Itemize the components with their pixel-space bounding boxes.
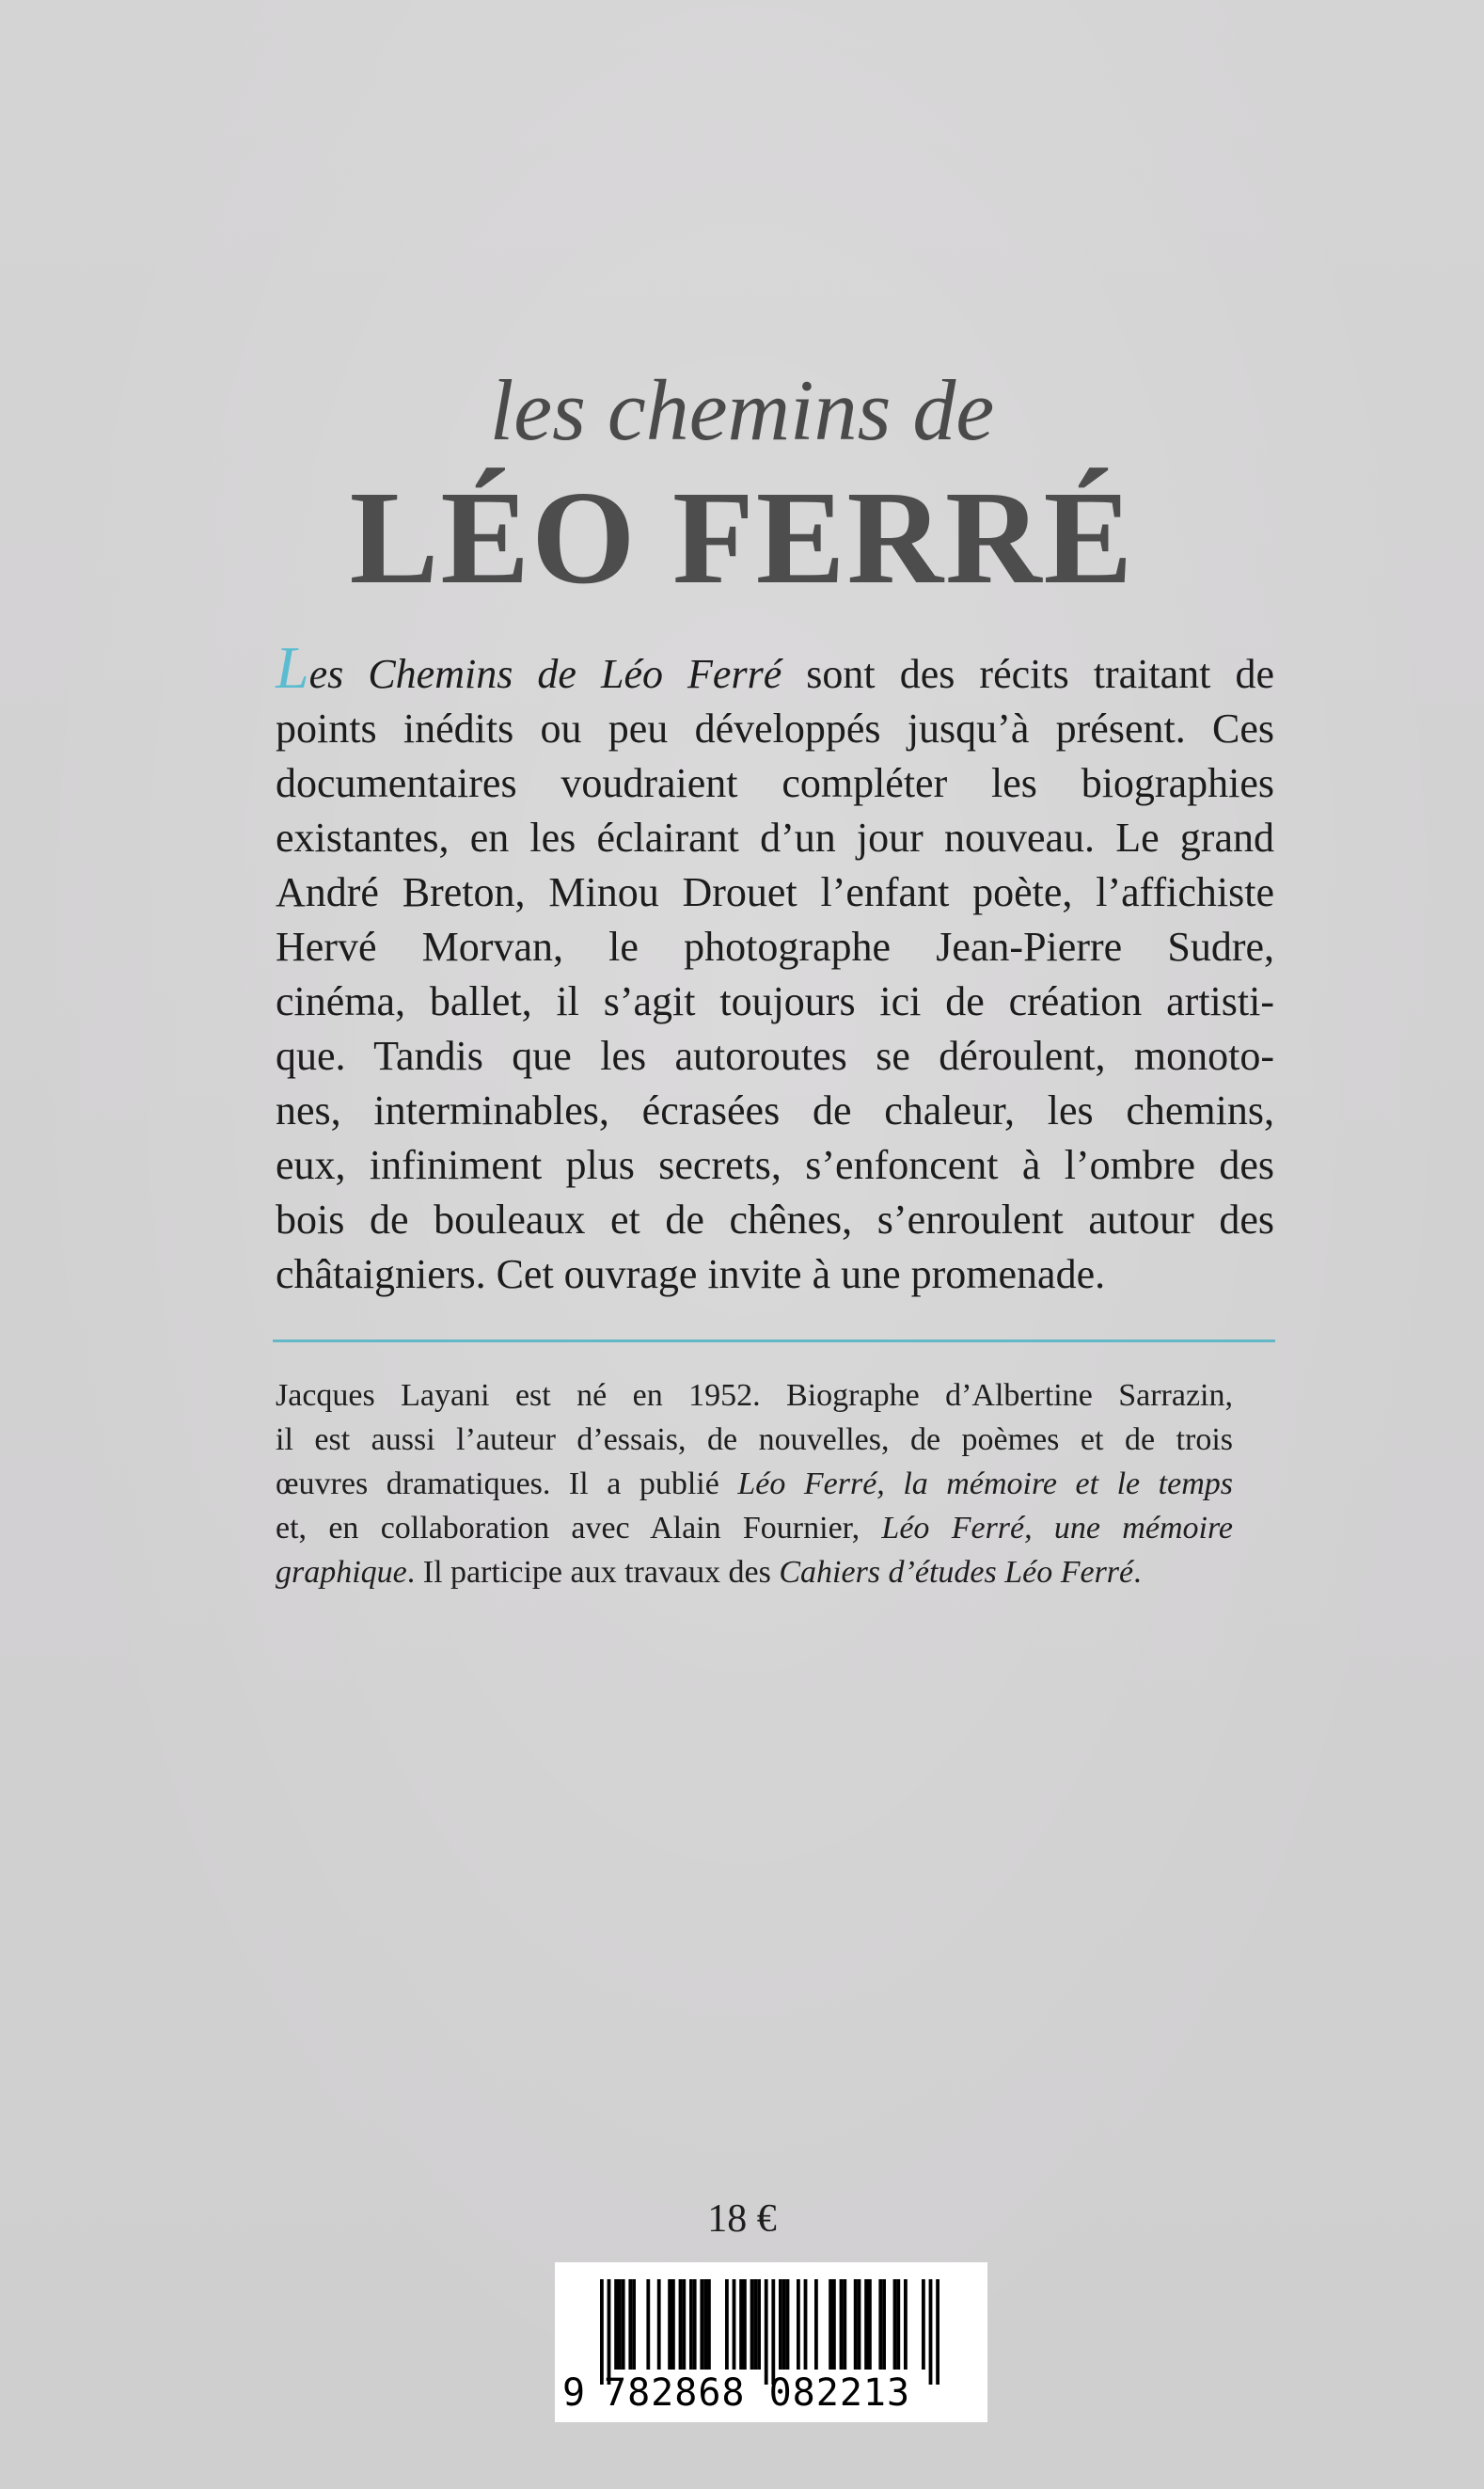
text-run: il est aussi l’auteur d’essais, de nouvelles, de poèmes et de trois xyxy=(276,1422,1233,1457)
divider-rule xyxy=(273,1340,1275,1342)
barcode-bar xyxy=(679,2279,683,2370)
barcode-bar xyxy=(797,2279,800,2370)
text-run: eux, infiniment plus secrets, s’enfoncent à l’ombre des xyxy=(276,1142,1274,1188)
blurb-line xyxy=(276,1247,1274,1302)
barcode-digits: 782868 082213 xyxy=(604,2371,911,2415)
barcode xyxy=(555,2262,987,2422)
text-run: et, en collaboration avec Alain Fournier, xyxy=(276,1511,882,1546)
bio-line xyxy=(276,1462,1233,1506)
barcode-bar xyxy=(904,2279,908,2370)
text-run: documentaires voudraient compléter les biographies xyxy=(276,760,1274,806)
barcode-bar xyxy=(614,2279,618,2370)
barcode-bar xyxy=(858,2279,861,2370)
barcode-guard-bar xyxy=(608,2279,611,2385)
barcode-bar xyxy=(896,2279,900,2370)
barcode-guard-bar xyxy=(600,2279,604,2385)
barcode-bar xyxy=(618,2279,622,2370)
blurb-line xyxy=(276,702,1274,756)
title-kicker: les chemins de xyxy=(489,362,995,458)
barcode-first-digit: 9 xyxy=(562,2371,586,2415)
barcode-bar xyxy=(782,2279,786,2370)
barcode-guard-bar xyxy=(771,2279,775,2385)
blurb-line xyxy=(276,811,1274,865)
barcode-bar xyxy=(671,2279,675,2370)
text-run: points inédits ou peu développés jusqu’à présent. Ces xyxy=(276,705,1274,752)
text-run: que. Tandis que les autoroutes se déroulent, monoto- xyxy=(276,1033,1274,1079)
barcode-bar xyxy=(725,2279,729,2370)
barcode-bar xyxy=(878,2279,882,2370)
barcode-guard-bar xyxy=(765,2279,768,2385)
text-run: bois de bouleaux et de chênes, s’enroulent autour des xyxy=(276,1197,1274,1243)
barcode-guard-bar xyxy=(929,2279,933,2385)
barcode-guard-bar xyxy=(936,2279,939,2385)
text-run: châtaigniers. Cet ouvrage invite à une promenade. xyxy=(276,1251,1106,1297)
barcode-bar xyxy=(668,2279,671,2370)
blurb-line xyxy=(276,975,1274,1029)
barcode-bar xyxy=(689,2279,693,2370)
barcode-bar xyxy=(753,2279,757,2370)
barcode-bar xyxy=(893,2279,897,2370)
barcode-bar xyxy=(786,2279,790,2370)
text-run: Hervé Morvan, le photographe Jean-Pierre Sudre, xyxy=(276,924,1274,970)
barcode-bar xyxy=(829,2279,832,2370)
barcode-bar xyxy=(757,2279,761,2370)
barcode-bar xyxy=(700,2279,703,2370)
text-run: sont des récits traitant de xyxy=(781,651,1274,697)
blurb-line xyxy=(276,1193,1274,1247)
barcode-bar xyxy=(739,2279,743,2370)
price-label: 18 € xyxy=(707,2197,777,2241)
barcode-bar xyxy=(922,2279,925,2370)
blurb-line xyxy=(276,1138,1274,1193)
barcode-bar xyxy=(703,2279,707,2370)
barcode-bar xyxy=(657,2279,661,2370)
blurb-line xyxy=(276,1029,1274,1084)
text-run: es Chemins de Léo Ferré xyxy=(308,651,782,697)
blurb-line xyxy=(276,634,1274,702)
barcode-bar xyxy=(864,2279,868,2370)
blurb-line xyxy=(276,920,1274,975)
barcode-bar xyxy=(646,2279,650,2370)
text-run: Léo Ferré, une mémoire xyxy=(881,1511,1234,1546)
text-run: André Breton, Minou Drouet l’enfant poète, l’affichiste xyxy=(276,869,1274,915)
blurb-line xyxy=(276,865,1274,920)
text-run: . Il participe aux travaux des xyxy=(406,1555,780,1590)
barcode-bar xyxy=(632,2279,636,2370)
bio-line xyxy=(276,1418,1233,1462)
barcode-bar xyxy=(733,2279,736,2370)
barcode-bar xyxy=(814,2279,818,2370)
text-run: œuvres dramatiques. Il a publié xyxy=(276,1466,738,1501)
text-run: cinéma, ballet, il s’agit toujours ici de création artisti- xyxy=(276,978,1274,1024)
text-run: Jacques Layani est né en 1952. Biographe d’Albertine Sarrazin, xyxy=(276,1378,1233,1413)
barcode-bar xyxy=(707,2279,711,2370)
bio-line xyxy=(276,1506,1233,1550)
barcode-bar xyxy=(622,2279,625,2370)
bio-line xyxy=(276,1373,1233,1418)
barcode-bar xyxy=(693,2279,697,2370)
book-title: LÉO FERRÉ xyxy=(349,463,1135,611)
text-run: Léo Ferré, la mémoire et le temps xyxy=(737,1466,1233,1501)
barcode-bar xyxy=(868,2279,872,2370)
barcode-bar xyxy=(804,2279,808,2370)
text-run: . xyxy=(1133,1555,1142,1590)
text-run: graphique xyxy=(276,1555,407,1590)
barcode-bar xyxy=(743,2279,747,2370)
barcode-bar xyxy=(832,2279,836,2370)
text-run: existantes, en les éclairant d’un jour nouveau. Le grand xyxy=(276,815,1274,861)
barcode-bar xyxy=(779,2279,782,2370)
barcode-bar xyxy=(840,2279,844,2370)
blurb-line xyxy=(276,756,1274,811)
author-bio xyxy=(276,1373,1233,1594)
blurb-text xyxy=(276,634,1274,1302)
drop-cap: L xyxy=(276,634,309,701)
barcode-bar xyxy=(682,2279,686,2370)
text-run: nes, interminables, écrasées de chaleur, les chemins, xyxy=(276,1087,1274,1134)
barcode-bar xyxy=(882,2279,886,2370)
barcode-bar xyxy=(628,2279,632,2370)
barcode-bar xyxy=(750,2279,754,2370)
bio-line xyxy=(276,1550,1233,1594)
barcode-bar xyxy=(843,2279,846,2370)
blurb-line xyxy=(276,1084,1274,1138)
barcode-bar xyxy=(854,2279,858,2370)
text-run: Cahiers d’études Léo Ferré xyxy=(779,1555,1134,1590)
